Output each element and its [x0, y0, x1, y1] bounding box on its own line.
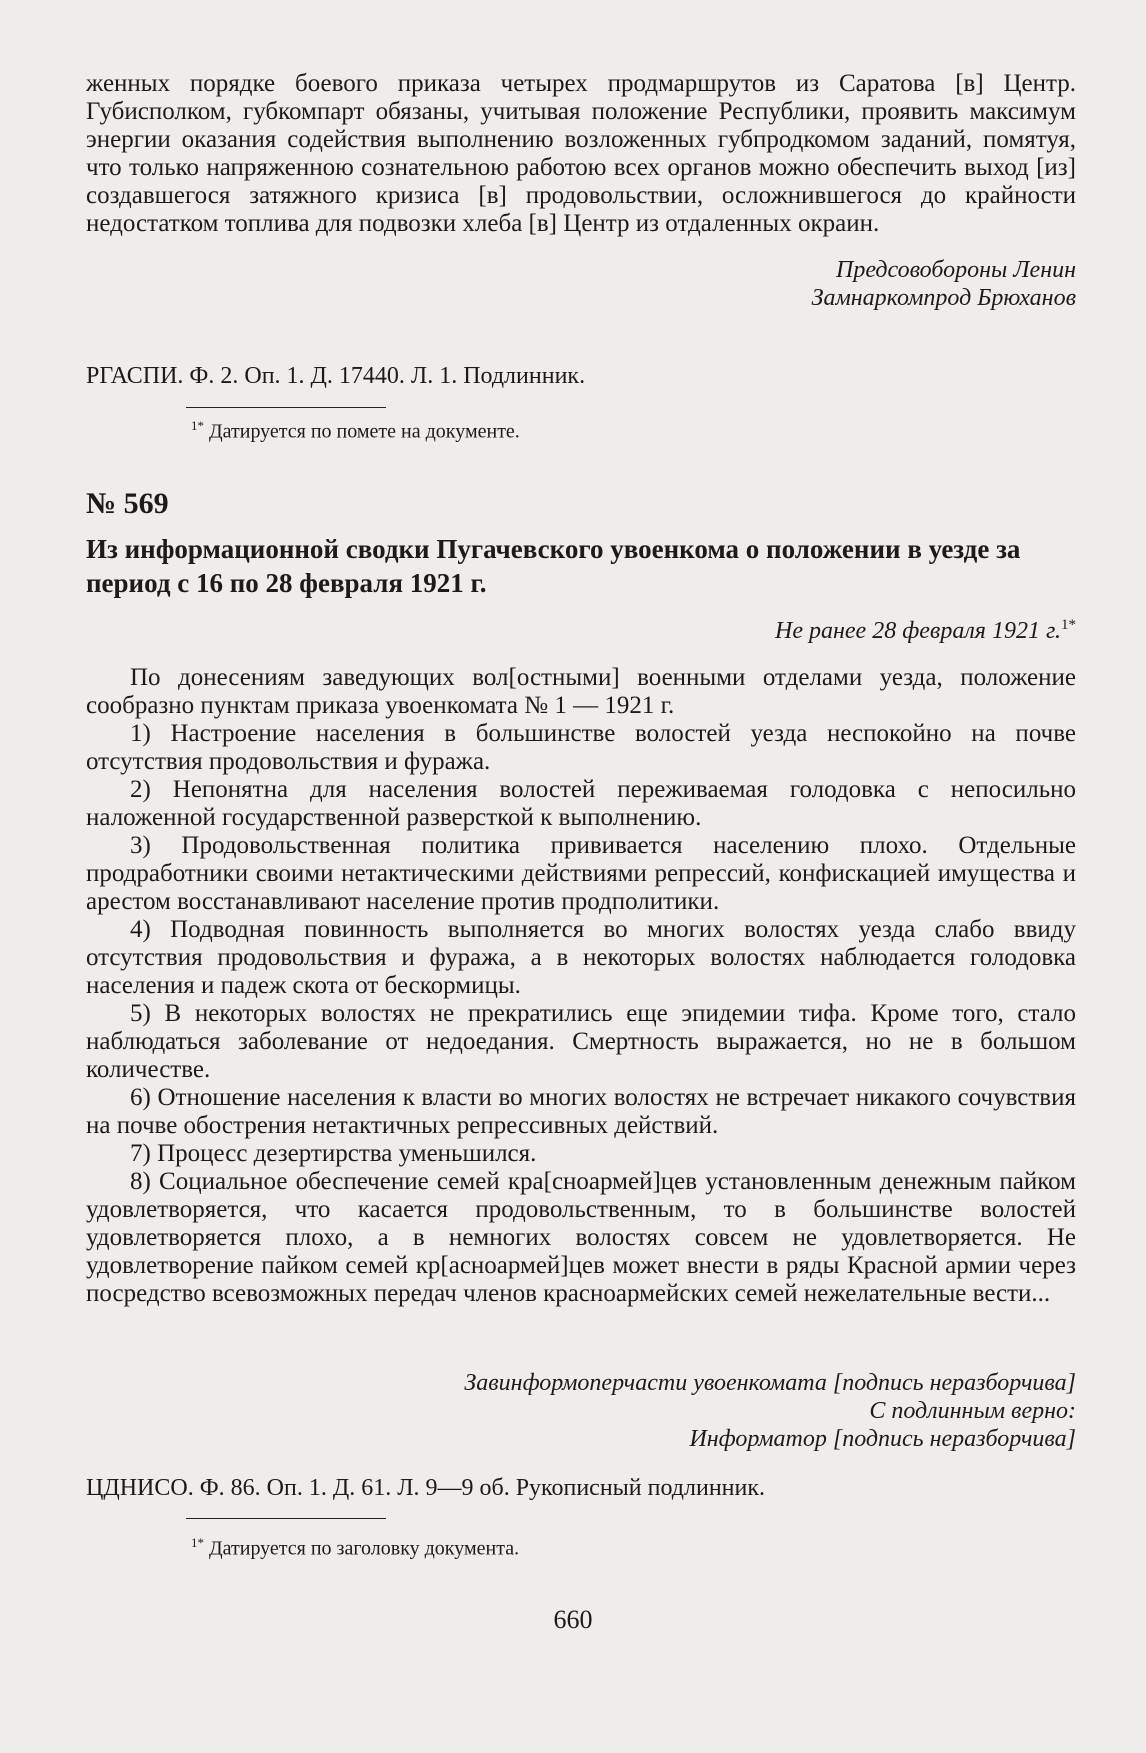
document-title: Из информационной сводки Пугачевского увоенкома о положении в уезде за период с 16 по 28 февраля 1921 г. [86, 534, 1021, 598]
prev-doc-footnote [86, 407, 1076, 444]
doc-paragraph: 7) Процесс дезертирства уменьшился. [130, 1140, 537, 1167]
footnote [191, 1531, 1076, 1561]
doc-footnote [86, 1518, 1076, 1561]
archive-reference: ЦДНИСО. Ф. 86. Оп. 1. Д. 61. Л. 9—9 об. Рукописный подлинник. [86, 1475, 766, 1501]
signature-line: Замнаркомпрод Брюханов [811, 285, 1076, 311]
footnote-divider [186, 407, 386, 408]
doc-paragraph: По донесениям заведующих вол[остными] военными отделами уезда, положение сообразно пунктам приказа увоенкомата № 1 — 1921 г. [86, 664, 1076, 719]
prev-doc-paragraph: женных порядке боевого приказа четырех продмаршрутов из Саратова [в] Центр. Губисполком, губкомпарт обязаны, учитывая положение Республики, проявить максимум энергии оказания содействия выполнению возложенных губпродкомом заданий, помятуя, что только напряженною сознательною работою всех органов можно обеспечить выход [из] создавшегося затяжного кризиса [в] продовольствии, осложнившегося до крайности недостатком топлива для подвозки хлеба [в] Центр из отдаленных окраин. [86, 70, 1076, 237]
certification-line: С подлинным верно: [869, 1398, 1076, 1424]
signature-line: Завинформоперчасти увоенкомата [подпись неразборчива] [464, 1370, 1076, 1396]
prev-doc-body [86, 70, 1076, 238]
signature-line: Предсовобороны Ленин [836, 257, 1076, 283]
footnote-text: Датируется по заголовку документа. [209, 1537, 520, 1560]
footnote-mark: 1* [191, 1535, 204, 1550]
date-text: Не ранее 28 февраля 1921 г. [775, 618, 1061, 644]
doc-body [86, 664, 1076, 1308]
footnote [191, 414, 1076, 444]
doc-archive [86, 1474, 1076, 1502]
footnote-text: Датируется по помете на документе. [209, 420, 520, 443]
archive-reference: РГАСПИ. Ф. 2. Оп. 1. Д. 17440. Л. 1. Подлинник. [86, 363, 586, 389]
doc-paragraph: 8) Социальное обеспечение семей кра[сноармей]цев установленным денежным пайком удовлетворяется, что касается продовольственным, то в большинстве волостей удовлетворяется плохо, а в немногих волостях совсем не удовлетворяется. Не удовлетворение пайком семей кр[асноармей]цев может внести в ряды Красной армии через посредство всевозможных передач членов красноармейских семей нежелательные вести... [86, 1168, 1076, 1307]
doc-paragraph: 1) Настроение населения в большинстве волостей уезда неспокойно на почве отсутствия продовольствия и фуража. [86, 720, 1076, 775]
footnote-divider [186, 1518, 386, 1519]
prev-doc-archive [86, 362, 1076, 390]
signature-line: Информатор [подпись неразборчива] [689, 1426, 1076, 1452]
doc-paragraph: 5) В некоторых волостях не прекратились еще эпидемии тифа. Кроме того, стало наблюдаться заболевание от недоедания. Смертность выражается, но не в большом количестве. [86, 1000, 1076, 1083]
page-number: 660 [553, 1605, 593, 1634]
doc-signatures [86, 1369, 1076, 1453]
doc-paragraph: 2) Непонятна для населения волостей переживаемая голодовка с непосильно наложенной государственной разверсткой к выполнению. [86, 776, 1076, 831]
document-date [775, 617, 1076, 645]
doc-paragraph: 4) Подводная повинность выполняется во многих волостях уезда слабо ввиду отсутствия продовольствия и фуража, а в некоторых волостях наблюдается голодовка населения и падеж скота от бескормицы. [86, 916, 1076, 999]
footnote-mark: 1* [1061, 617, 1076, 633]
doc-paragraph: 3) Продовольственная политика прививается населению плохо. Отдельные продработники своими нетактическими действиями репрессий, конфискацией имущества и арестом восстанавливают население против продполитики. [86, 832, 1076, 915]
footnote-mark: 1* [191, 418, 204, 433]
prev-doc-signatures [86, 256, 1076, 312]
doc-paragraph: 6) Отношение населения к власти во многих волостях не встречает никакого сочувствия на почве обострения нетактичных репрессивных действий. [86, 1084, 1076, 1139]
document-number: № 569 [86, 487, 169, 520]
